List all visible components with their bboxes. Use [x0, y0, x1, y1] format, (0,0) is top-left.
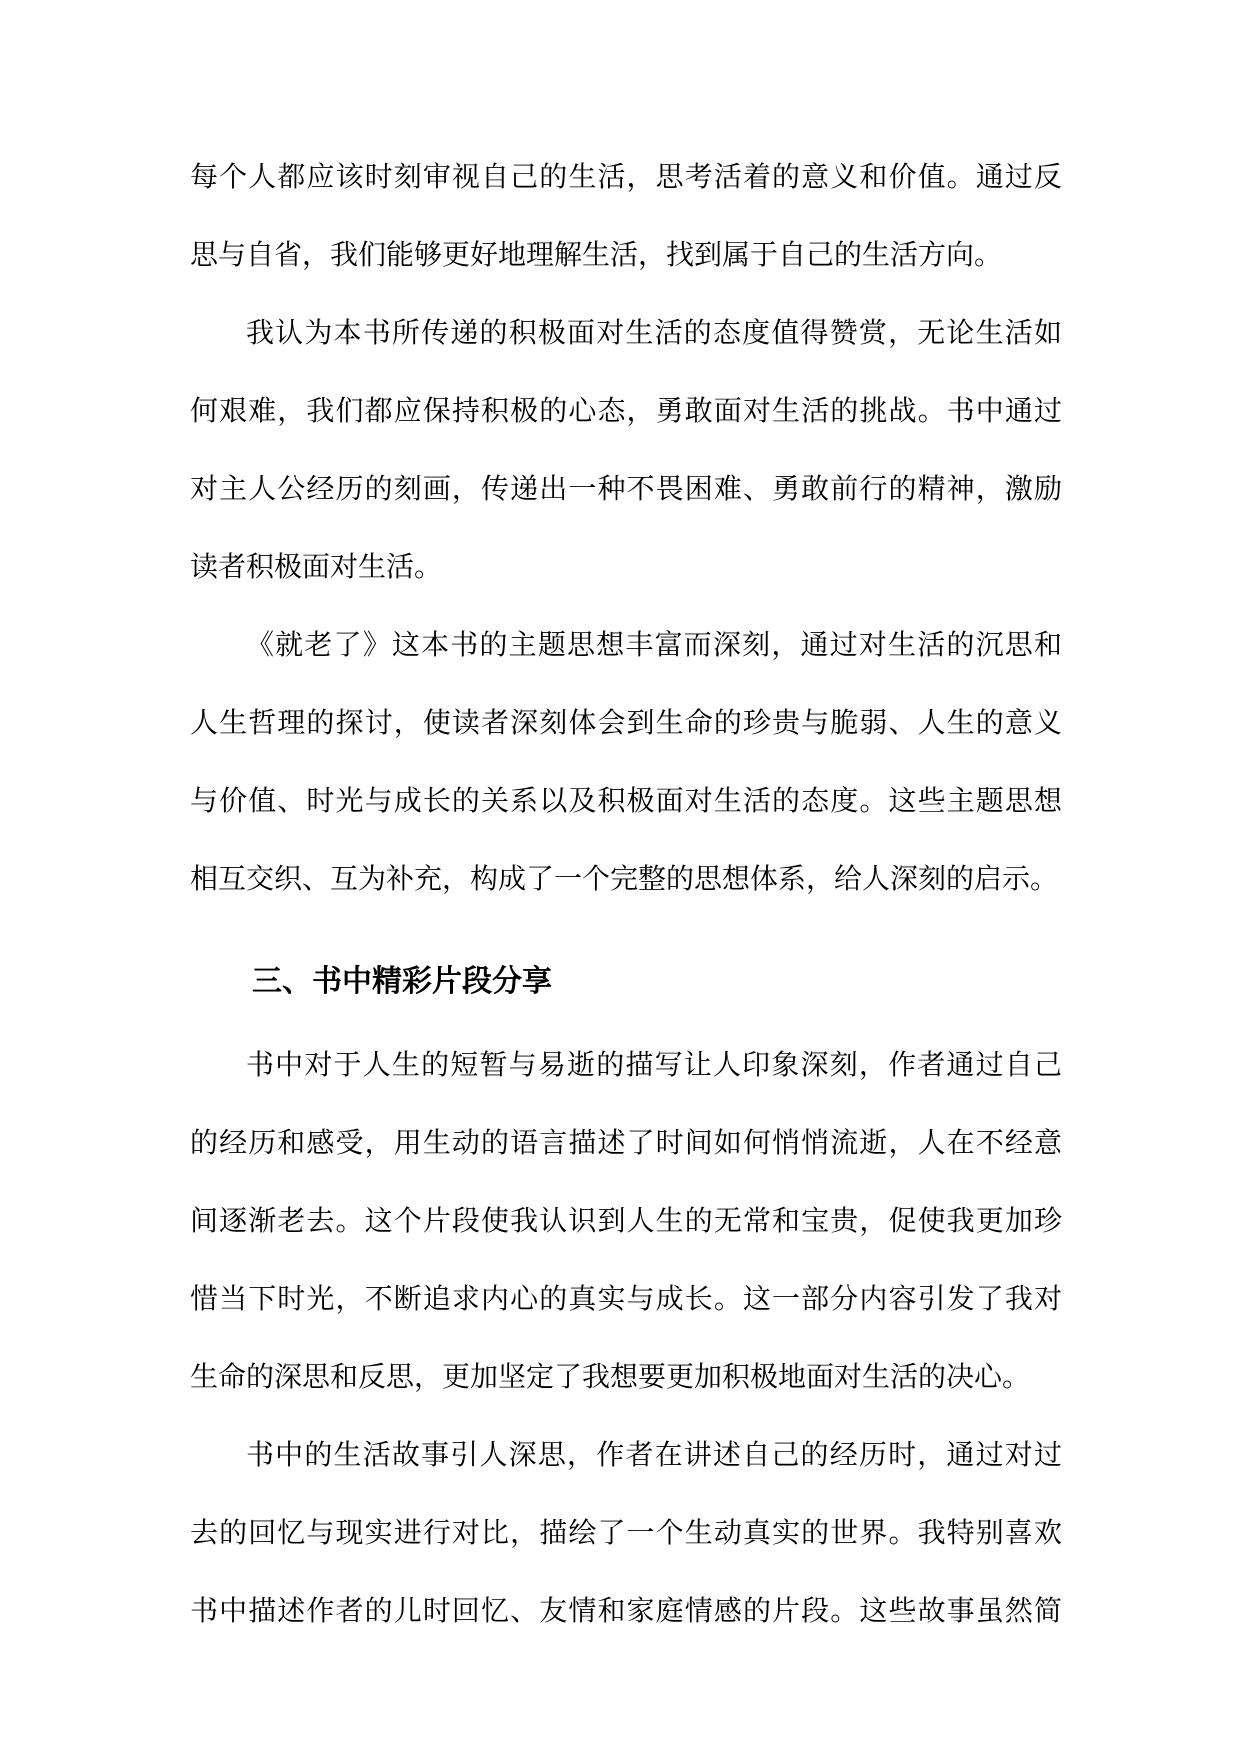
text-line: 间逐渐老去。这个片段使我认识到人生的无常和宝贵，促使我更加珍 [190, 1204, 1062, 1237]
text-line: 相互交织、互为补充，构成了一个完整的思想体系，给人深刻的启示。 [190, 862, 1059, 895]
text-line: 思与自省，我们能够更好地理解生活，找到属于自己的生活方向。 [190, 238, 1003, 271]
paragraph [190, 294, 1062, 606]
text-line: 人生哲理的探讨，使读者深刻体会到生命的珍贵与脆弱、人生的意义 [190, 706, 1062, 739]
paragraph [190, 138, 1062, 294]
document-body [190, 138, 1062, 1650]
text-line: 我认为本书所传递的积极面对生活的态度值得赞赏，无论生活如 [246, 316, 1062, 349]
text-line: 去的回忆与现实进行对比，描绘了一个生动真实的世界。我特别喜欢 [190, 1516, 1062, 1549]
text-line: 对主人公经历的刻画，传递出一种不畏困难、勇敢前行的精神，激励 [190, 472, 1062, 505]
text-line: 何艰难，我们都应保持积极的心态，勇敢面对生活的挑战。书中通过 [190, 394, 1062, 427]
text-line: 读者积极面对生活。 [190, 550, 443, 583]
text-line: 书中描述作者的儿时回忆、友情和家庭情感的片段。这些故事虽然简 [190, 1594, 1062, 1627]
text-line: 与价值、时光与成长的关系以及积极面对生活的态度。这些主题思想 [190, 784, 1062, 817]
text-line: 每个人都应该时刻审视自己的生活，思考活着的意义和价值。通过反 [190, 160, 1062, 193]
paragraph [190, 1026, 1062, 1416]
text-line: 书中的生活故事引人深思，作者在讲述自己的经历时，通过对过 [246, 1438, 1062, 1471]
paragraph [190, 1416, 1062, 1650]
text-line: 惜当下时光，不断追求内心的真实与成长。这一部分内容引发了我对 [190, 1282, 1062, 1315]
text-line: 《就老了》这本书的主题思想丰富而深刻，通过对生活的沉思和 [246, 628, 1062, 661]
text-line: 书中对于人生的短暂与易逝的描写让人印象深刻，作者通过自己 [246, 1048, 1062, 1081]
text-line: 生命的深思和反思，更加坚定了我想要更加积极地面对生活的决心。 [190, 1360, 1031, 1393]
section-heading: 三、书中精彩片段分享 [252, 964, 552, 999]
text-line: 的经历和感受，用生动的语言描述了时间如何悄悄流逝，人在不经意 [190, 1126, 1062, 1159]
paragraph [190, 606, 1062, 918]
